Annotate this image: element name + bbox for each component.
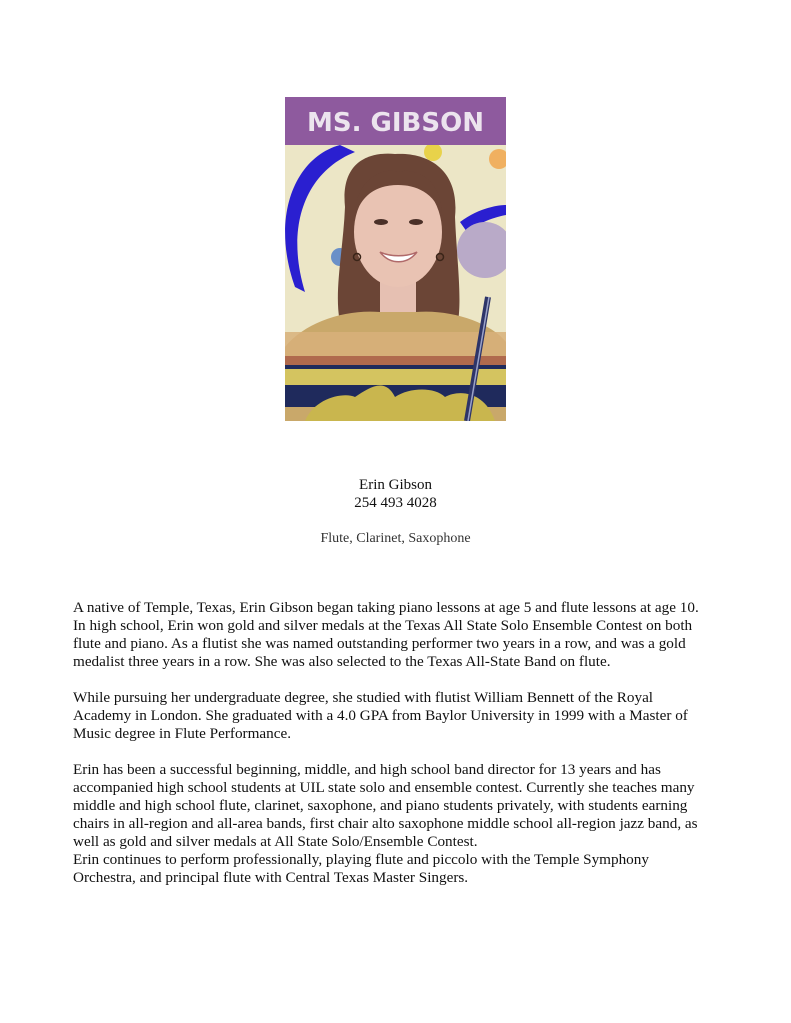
bio-paragraph-education: While pursuing her undergraduate degree, she studied with flutist William Bennett of the Royal Academy in London. She graduated with a 4.0 GPA from Baylor University in 1999 with a Master of Music degree in Flute Performance. [73,689,688,742]
biography [73,599,733,887]
sweater-band-navy-thin [285,365,506,369]
bio-paragraph-teaching: Erin has been a successful beginning, middle, and high school band director for 13 years and has accompanied high school students at UIL state solo and ensemble contest. Currently she teaches many middle and high school flute, clarinet, saxophone, and piano students privately, with students earning chairs in all-region and all-area bands, first chair alto saxophone middle school all-region jazz band, as well as gold and silver medals at All State Solo/Ensemble Contest. [73,761,698,850]
left-eye [374,219,388,225]
portrait-illustration [285,97,506,421]
profile-photo [285,97,506,421]
banner-text: MS. GIBSON [307,108,484,138]
sweater-band-tan [285,332,506,356]
instruments-list: Flute, Clarinet, Saxophone [320,531,471,546]
sweater-band-rust [285,356,506,365]
bio-paragraph-early-life: A native of Temple, Texas, Erin Gibson began taking piano lessons at age 5 and flute lessons at age 10. In high school, Erin won gold and silver medals at the Texas All State Solo Ensemble Contest on both flute and piano. As a flutist she was named outstanding performer two years in a row, and was a gold medalist three years in a row. She was also selected to the Texas All-State Band on flute. [73,599,699,670]
yellow-accent [424,143,442,161]
contact-phone: 254 493 4028 [354,495,437,511]
right-eye [409,219,423,225]
contact-name: Erin Gibson [359,477,432,493]
bio-paragraph-performing: Erin continues to perform professionally, playing flute and piccolo with the Temple Symphony Orchestra, and principal flute with Central Texas Master Singers. [73,851,649,886]
